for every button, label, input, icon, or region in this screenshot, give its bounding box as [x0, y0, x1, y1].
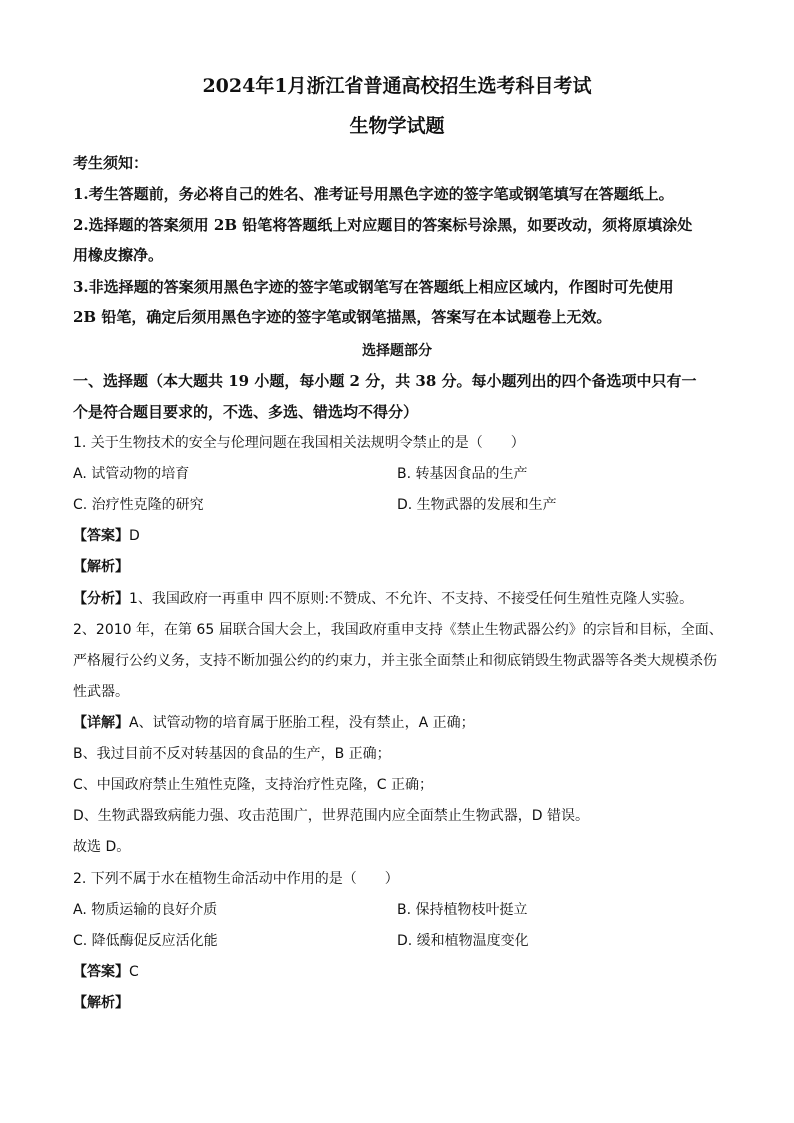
notice-line: 1.考生答题前，务必将自己的姓名、准考证号用黑色字迹的签字笔或钢笔填写在答题纸上。 — [73, 185, 674, 203]
answer-tag: 【答案】 — [73, 964, 129, 980]
question-2-option-b: B. 保持植物枝叶挺立 — [397, 902, 528, 918]
notice-line: 3.非选择题的答案须用黑色字迹的签字笔或钢笔写在答题纸上相应区域内，作图时可先使用 — [73, 278, 674, 296]
question-1-fenxi — [73, 588, 693, 608]
question-1-stem: 1. 关于生物技术的安全与伦理问题在我国相关法规明令禁止的是（ ） — [73, 435, 525, 451]
question-2-stem: 2. 下列不属于水在植物生命活动中作用的是（ ） — [73, 871, 399, 887]
notice-line: 用橡皮擦净。 — [73, 246, 164, 264]
question-1-analysis-tag: 【解析】 — [73, 559, 129, 575]
detail-line: C、中国政府禁止生殖性克隆，支持治疗性克隆，C 正确； — [73, 777, 433, 793]
detail-line: 故选 D。 — [73, 839, 131, 855]
question-1-option-d: D. 生物武器的发展和生产 — [397, 497, 557, 513]
question-2-analysis-tag: 【解析】 — [73, 995, 129, 1011]
exam-subtitle: 生物学试题 — [349, 115, 445, 137]
notice-heading: 考生须知： — [73, 154, 149, 172]
section-title: 选择题部分 — [362, 343, 432, 359]
fenxi-tag: 【分析】 — [73, 591, 129, 607]
question-2-option-d: D. 缓和植物温度变化 — [397, 933, 529, 949]
exam-title: 2024年1月浙江省普通高校招生选考科目考试 — [202, 75, 592, 97]
question-1-detail — [73, 712, 475, 732]
question-2-answer — [73, 961, 139, 981]
answer-tag: 【答案】 — [73, 528, 129, 544]
detail-line: A、试管动物的培育属于胚胎工程，没有禁止，A 正确； — [129, 715, 475, 731]
question-1-option-b: B. 转基因食品的生产 — [397, 466, 528, 482]
fenxi-line: 严格履行公约义务，支持不断加强公约的约束力，并主张全面禁止和彻底销毁生物武器等各类大规模杀伤 — [73, 653, 717, 669]
fenxi-line: 2、2010 年，在第 65 届联合国大会上，我国政府重申支持《禁止生物武器公约》的宗旨和目标，全面、 — [73, 622, 723, 638]
section-intro-line: 一、选择题（本大题共 19 小题，每小题 2 分，共 38 分。每小题列出的四个备选项中只有一 — [73, 372, 697, 390]
question-1-option-c: C. 治疗性克隆的研究 — [73, 497, 204, 513]
detail-line: D、生物武器致病能力强、攻击范围广，世界范围内应全面禁止生物武器，D 错误。 — [73, 808, 590, 824]
question-2-option-a: A. 物质运输的良好介质 — [73, 902, 218, 918]
detail-tag: 【详解】 — [73, 715, 129, 731]
notice-line: 2.选择题的答案须用 2B 铅笔将答题纸上对应题目的答案标号涂黑，如要改动，须将原填涂处 — [73, 216, 693, 234]
notice-line: 2B 铅笔，确定后须用黑色字迹的签字笔或钢笔描黑，答案写在本试题卷上无效。 — [73, 308, 612, 326]
answer-value: D — [129, 528, 140, 544]
detail-line: B、我过目前不反对转基因的食品的生产，B 正确； — [73, 746, 391, 762]
question-1-option-a: A. 试管动物的培育 — [73, 466, 190, 482]
question-2-option-c: C. 降低酶促反应活化能 — [73, 933, 218, 949]
fenxi-line: 1、我国政府一再重申 四不原则:不赞成、不允许、不支持、不接受任何生殖性克隆人实验。 — [129, 591, 694, 607]
answer-value: C — [129, 964, 139, 980]
question-1-answer — [73, 525, 140, 545]
fenxi-line: 性武器。 — [73, 684, 129, 700]
section-intro-line: 个是符合题目要求的，不选、多选、错选均不得分） — [73, 403, 419, 421]
